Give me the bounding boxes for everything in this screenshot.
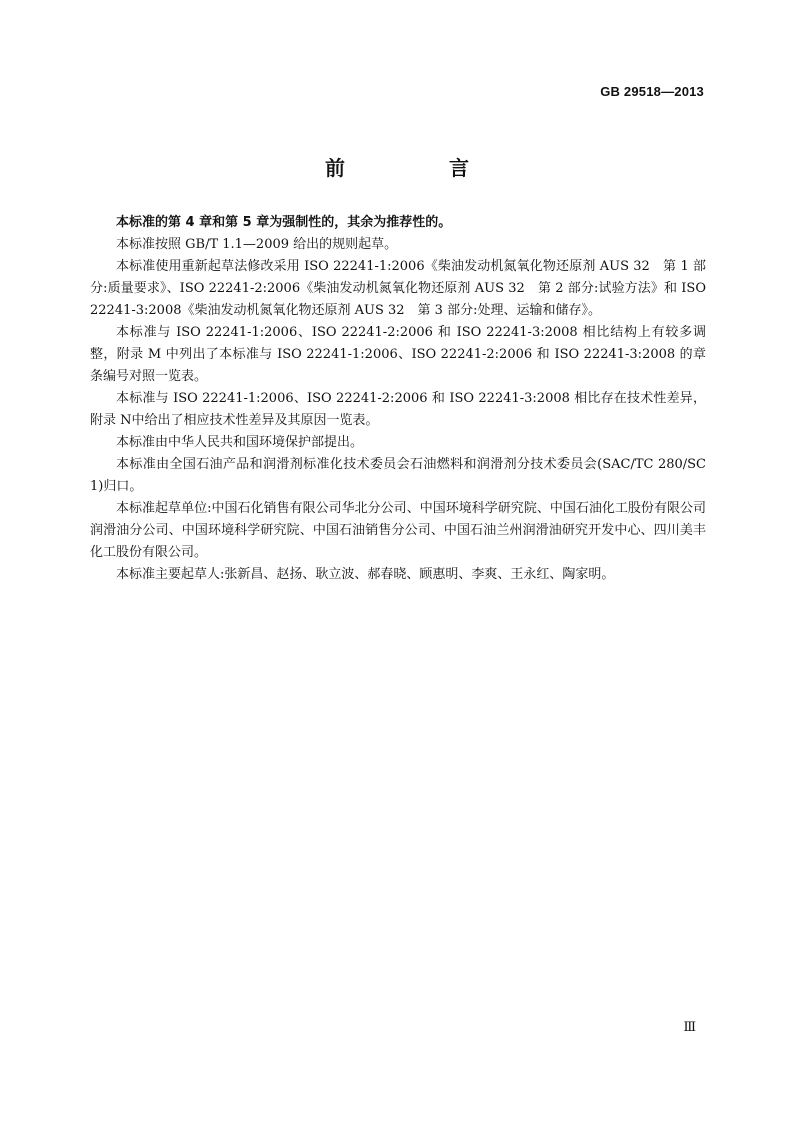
page-title: 前 言: [325, 156, 511, 180]
page-number: Ⅲ: [683, 1020, 696, 1035]
foreword-body: [90, 212, 706, 586]
paragraph-drafting-units: 本标准起草单位:中国石化销售有限公司华北分公司、中国环境科学研究院、中国石油化工股份有限公司润滑油分公司、中国环境科学研究院、中国石油销售分公司、中国石油兰州润滑油研究开发中心、四川美丰化工股份有限公司。: [90, 501, 706, 560]
paragraph-mandatory-clauses: 本标准的第 4 章和第 5 章为强制性的，其余为推荐性的。: [116, 215, 452, 230]
paragraph-technical-differences: 本标准与 ISO 22241-1:2006、ISO 22241-2:2006 和 ISO 22241-3:2008 相比存在技术性差异，附录 N中给出了相应技术性差异及其原因一览表。: [90, 391, 706, 428]
paragraph-adoption: 本标准使用重新起草法修改采用 ISO 22241-1:2006《柴油发动机氮氧化物还原剂 AUS 32 第 1 部分:质量要求》、ISO 22241-2:2006《柴油发动机氮氧化物还原剂 AUS 32 第 2 部分:试验方法》和 ISO 22241-3:2008《柴油发动机氮氧化物还原剂 AUS 32 第 3 部分:处理、运输和储存》。: [90, 259, 706, 318]
paragraph-drafting-rules: 本标准按照 GB/T 1.1—2009 给出的规则起草。: [116, 237, 398, 252]
paragraph-structure-changes: 本标准与 ISO 22241-1:2006、ISO 22241-2:2006 和 ISO 22241-3:2008 相比结构上有较多调整，附录 M 中列出了本标准与 ISO 22241-1:2006、ISO 22241-2:2006 和 ISO 22241-3:2008 的章条编号对照一览表。: [90, 325, 706, 384]
paragraph-centralized-by: 本标准由全国石油产品和润滑剂标准化技术委员会石油燃料和润滑剂分技术委员会(SAC/TC 280/SC 1)归口。: [90, 457, 706, 494]
paragraph-drafters: 本标准主要起草人:张新昌、赵扬、耿立波、郝春晓、顾惠明、李爽、王永红、陶家明。: [116, 567, 615, 582]
paragraph-proposed-by: 本标准由中华人民共和国环境保护部提出。: [116, 435, 364, 450]
standard-code: GB 29518—2013: [600, 84, 704, 99]
